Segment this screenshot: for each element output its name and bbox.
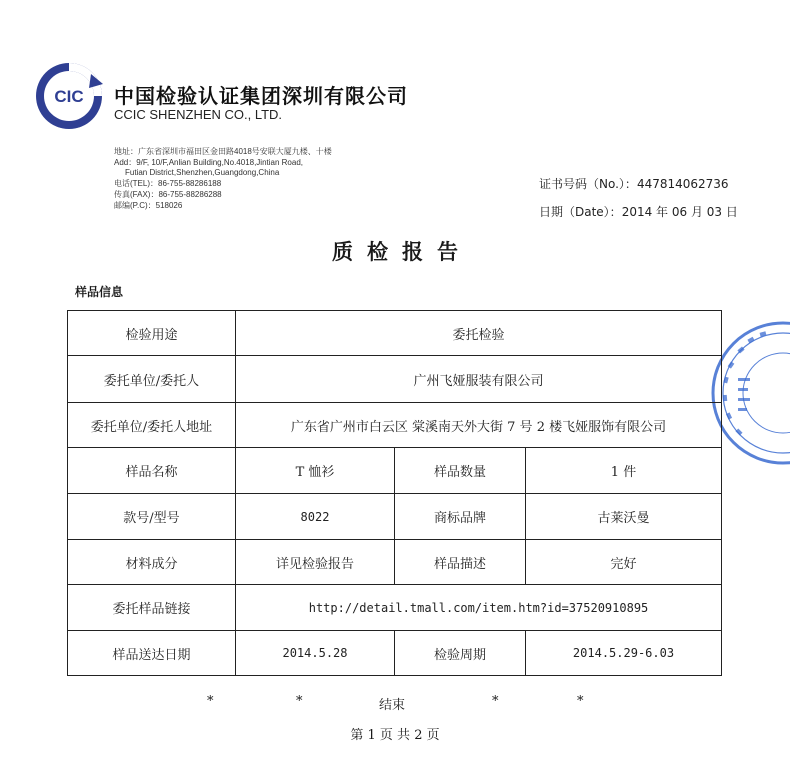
company-address-block [114, 147, 332, 211]
sample-link-label: 委托样品链接 [68, 585, 236, 631]
address-line-en-1: Add：9/F, 10/F,Anlian Building,No.4018,Jintian Road, [114, 157, 304, 167]
telephone: 电话(TEL)：86-755-88286188 [114, 179, 222, 189]
sample-name-label: 样品名称 [68, 448, 236, 494]
date-value: 2014 年 06 月 03 日 [621, 205, 738, 219]
delivery-date-value: 2014.5.28 [236, 631, 395, 676]
brand-label: 商标品牌 [395, 494, 526, 540]
description-label: 样品描述 [395, 540, 526, 585]
report-date [539, 203, 738, 220]
inspection-period-label: 检验周期 [395, 631, 526, 676]
company-name-cn: 中国检验认证集团深圳有限公司 [114, 84, 408, 108]
purpose-value: 委托检验 [236, 311, 722, 356]
delivery-date-label: 样品送达日期 [68, 631, 236, 676]
date-label: 日期（Date）： [539, 205, 622, 219]
end-star: * [207, 694, 214, 709]
address-line-en-2: Futian District,Shenzhen,Guangdong,China [125, 168, 280, 178]
end-text: 结束 [379, 698, 406, 713]
address-line-cn: 地址：广东省深圳市福田区金田路4018号安联大厦九楼、十楼 [114, 147, 332, 156]
certificate-number [539, 175, 729, 192]
client-address-label: 委托单位/委托人地址 [68, 403, 236, 448]
end-star: * [577, 694, 584, 709]
report-title: 质检报告 [332, 239, 472, 264]
table-row [68, 585, 722, 631]
fax: 传真(FAX)：86-755-88286288 [114, 189, 222, 199]
client-value: 广州飞娅服装有限公司 [236, 356, 722, 403]
end-star: * [492, 694, 499, 709]
material-value: 详见检验报告 [236, 540, 395, 585]
client-address-value: 广东省广州市白云区 棠溪南天外大街 7 号 2 楼飞娅服饰有限公司 [236, 403, 722, 448]
inspection-period-value: 2014.5.29-6.03 [526, 631, 722, 676]
client-label: 委托单位/委托人 [68, 356, 236, 403]
sample-name-value: T 恤衫 [236, 448, 395, 494]
table-row [68, 540, 722, 585]
sample-qty-value: 1 件 [526, 448, 722, 494]
material-label: 材料成分 [68, 540, 236, 585]
end-marker [0, 694, 790, 714]
end-star: * [296, 694, 303, 709]
table-row [68, 631, 722, 676]
certificate-value: 447814062736 [636, 177, 729, 191]
sample-link-value: http://detail.tmall.com/item.htm?id=37520910895 [236, 585, 722, 631]
postcode: 邮编(P.C)：518026 [114, 200, 183, 210]
sample-qty-label: 样品数量 [395, 448, 526, 494]
description-value: 完好 [526, 540, 722, 585]
section-title: 样品信息 [75, 285, 124, 299]
table-row [68, 403, 722, 448]
table-row [68, 356, 722, 403]
company-logo [33, 60, 105, 132]
model-value: 8022 [236, 494, 395, 540]
model-label: 款号/型号 [68, 494, 236, 540]
certificate-label: 证书号码（No.）： [539, 177, 637, 191]
table-row [68, 494, 722, 540]
brand-value: 古莱沃曼 [526, 494, 722, 540]
table-row [68, 448, 722, 494]
table-row [68, 311, 722, 356]
logo-text: CIC [54, 87, 84, 106]
sample-info-table [67, 310, 722, 676]
purpose-label: 检验用途 [68, 311, 236, 356]
company-name-en: CCIC SHENZHEN CO., LTD. [114, 107, 283, 122]
page-number: 第 1 页 共 2 页 [350, 728, 440, 743]
